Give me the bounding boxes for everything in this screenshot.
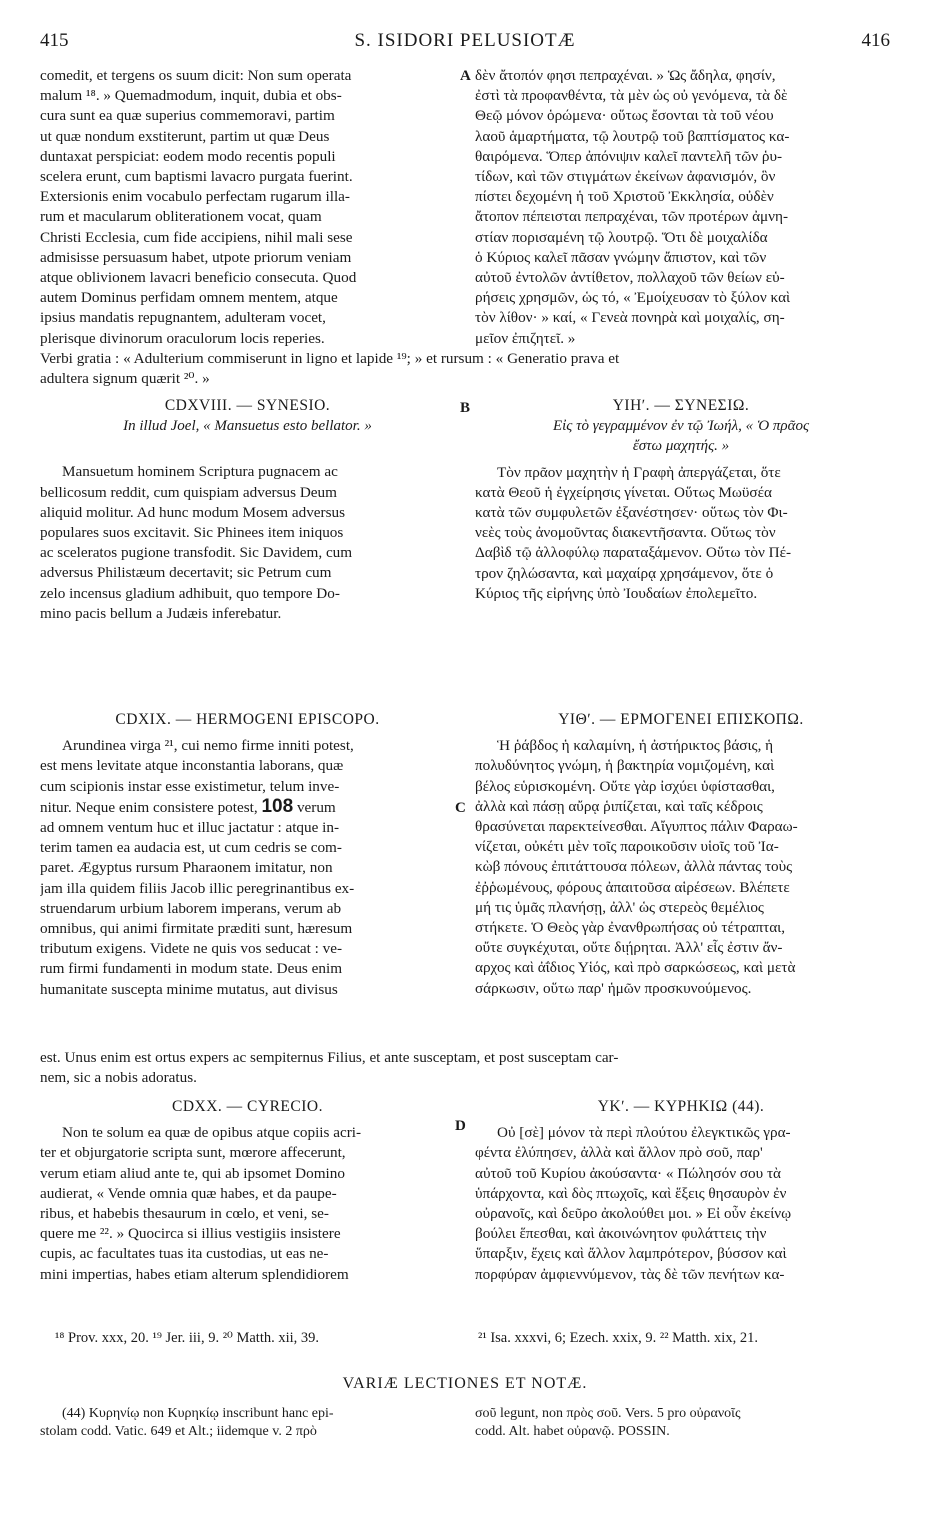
column-number: 108 xyxy=(261,796,294,817)
latin-text-line: struendarum urbium laborem imperans, verum ab xyxy=(40,899,342,917)
full-width-line: nem, sic a nobis adoratus. xyxy=(40,1069,197,1086)
greek-letter-heading: ΥΙΗʹ. — ΣΥΝΕΣΙΩ. xyxy=(612,397,750,414)
latin-text-line: adversus Philistæum decertavit; sic Petrum cum xyxy=(40,564,332,582)
latin-text-line xyxy=(40,797,455,818)
margin-letter-d: D xyxy=(455,1118,466,1134)
latin-text-line: est mens levitate atque inconstantia laborans, quæ xyxy=(40,757,344,775)
greek-text-line: ἐστὶ τὰ προφανθέντα, τὰ μὲν ὡς οὐ γενόμενα, τὰ δὲ xyxy=(475,87,788,105)
greek-letter-heading: ΥΙΘʹ. — ΕΡΜΟΓΕΝΕΙ ΕΠΙΣΚΟΠΩ. xyxy=(558,711,804,728)
greek-text-line: οὔτε συγκέχυται, οὔτε διῄρηται. Ἀλλ' εἷς ἐστιν ἄν- xyxy=(475,939,783,957)
latin-text-line: terim tamen ea audacia est, ut cum cedris se com- xyxy=(40,839,342,857)
greek-text-line: Ἡ ῥάβδος ἡ καλαμίνη, ἡ ἀστήρικτος βάσις, ἡ xyxy=(497,737,774,755)
latin-text-line: mino pacis bellum a Judæis inferebatur. xyxy=(40,604,282,622)
greek-column-letter-408 xyxy=(475,396,887,604)
latin-text-line: humanitate suscepta minime mutatus, aut divisus xyxy=(40,980,338,998)
latin-column-letter-409 xyxy=(40,710,455,1000)
greek-text-line: βέλος εὑρισκομένη. Οὔτε γὰρ ἰσχύει ὑφίστασθαι, xyxy=(475,777,775,795)
greek-text-line: νίζεται, οὐκέτι μὲν τοῖς παροικοῦσιν υἱοῖς τοῦ Ἰα- xyxy=(475,838,779,856)
latin-text-line: mini impertias, habes etiam alterum splendidiorem xyxy=(40,1265,349,1283)
latin-column-section-1 xyxy=(40,66,455,349)
greek-text-line: μεῖον ἐπιζητεῖ. » xyxy=(475,329,576,347)
greek-column-letter-409 xyxy=(475,710,887,999)
greek-text-line: ἐῤῥωμένους, φόρους ἀπαιτοῦσα αἱρέσεων. Βλέπετε xyxy=(475,878,790,896)
latin-text-line: autem Dominus perfidam omnem mentem, atque xyxy=(40,289,338,307)
latin-text-line: omnibus, qui animi firmitate præditi sunt, hæresum xyxy=(40,920,353,938)
latin-column-letter-410 xyxy=(40,1097,455,1285)
greek-text-line: θρασύνεται παρεκτείνεσθαι. Αἴγυπτος πάλιν Φαραω- xyxy=(475,818,798,836)
running-title: S. ISIDORI PELUSIOTÆ xyxy=(354,30,576,51)
greek-text-line: λαοῦ ἁμαρτήματα, τῷ λουτρῷ τοῦ βαπτίσματος κα- xyxy=(475,127,790,145)
latin-text-line: cum scipionis instar esse existimetur, telum inve- xyxy=(40,777,340,795)
greek-text-line: αρχος καὶ ἀΐδιος Υἱός, καὶ πρὸ σαρκώσεως, καὶ μετὰ xyxy=(475,959,796,977)
greek-text-line: φέντα ἐλύπησεν, ἀλλὰ καὶ ἄλλον πρὸ σοῦ, παρ' xyxy=(475,1144,763,1162)
latin-text-line: Christi Ecclesia, cum fide accipiens, nihil mali sese xyxy=(40,228,353,246)
latin-letter-subtitle: In illud Joel, « Mansuetus esto bellator. » xyxy=(123,418,372,435)
latin-text-line: zelo incensus gladium adhibuit, quo tempore Do- xyxy=(40,584,340,602)
greek-column-letter-410 xyxy=(475,1097,887,1285)
greek-text-line: κὼβ πόνους ἐπιτάττουσα πόλεων, ἀλλὰ πάντας τοὺς xyxy=(475,858,793,876)
greek-text-line: ὑπάρχοντα, καὶ δὸς πτωχοῖς, καὶ ἕξεις θησαυρὸν ἐν xyxy=(475,1184,787,1202)
greek-letter-subtitle: Εἰς τὸ γεγραμμένον ἐν τῷ Ἰωήλ, « Ὁ πρᾶος xyxy=(552,418,810,435)
greek-text-line: πίστει δεχομένη ἡ τοῦ Χριστοῦ Ἐκκλησία, οὐδὲν xyxy=(475,188,774,206)
latin-text-line: populares suos excitavit. Sic Phinees item iniquos xyxy=(40,524,344,542)
greek-text-line: ρήσεις χρησμῶν, ὡς τό, « Ἐμοίχευσαν τὸ ξύλον καὶ xyxy=(475,289,791,307)
greek-text-line: πορφύραν ἀμφιεννύμενον, τὰς δὲ τῶν πενήτων κα- xyxy=(475,1265,785,1283)
margin-letter-a: A xyxy=(460,68,471,84)
latin-text-line: malum ¹⁸. » Quemadmodum, inquit, dubia et obs- xyxy=(40,87,342,105)
latin-text-line: ribus, et habebis thesaurum in cœlo, et veni, se- xyxy=(40,1205,329,1223)
notes-title: VARIÆ LECTIONES ET NOTÆ. xyxy=(342,1375,588,1392)
latin-text-line: cupis, ac facultates tuas ita custodias, ut eas ne- xyxy=(40,1245,329,1263)
greek-text-line: ἀλλὰ καὶ πάσῃ αὔρᾳ ῥιπίζεται, καὶ ταῖς κέδροις xyxy=(475,797,763,815)
running-header xyxy=(40,30,890,56)
greek-text-line: Δαβὶδ τῷ ἀλλοφύλῳ παραταξάμενον. Οὕτω τὸν Πέ- xyxy=(475,544,792,562)
greek-column-section-1 xyxy=(475,66,887,349)
greek-letter-heading: ΥΚʹ. — ΚΥΡΗΚΙΩ (44). xyxy=(597,1098,765,1115)
latin-text-line: cura sunt ea quæ superius commemoravi, partim xyxy=(40,107,335,125)
full-width-line: adultera signum quærit ²⁰. » xyxy=(40,370,210,387)
latin-text-line: Mansuetum hominem Scriptura pugnacem ac xyxy=(62,463,338,481)
greek-text-line: μή τις ὑμᾶς πλανήσῃ, ἀλλ' ὡς στερεὸς θεμέλιος xyxy=(475,898,764,916)
left-page-number: 415 xyxy=(40,30,69,51)
latin-text-fragment: nitur. Neque enim consistere potest, xyxy=(40,798,262,816)
latin-letter-heading: CDXIX. — HERMOGENI EPISCOPO. xyxy=(115,711,380,728)
latin-text-line: admisisse persuasum habet, utpote priorum veniam xyxy=(40,248,352,266)
greek-text-line: στίαν πορισαμένη τῷ λουτρῷ. Ὅτι δὲ μοιχαλίδα xyxy=(475,228,768,246)
latin-text-line: audierat, « Vende omnia quæ habes, et da paupe- xyxy=(40,1184,337,1202)
latin-text-line: tributum exigens. Videte ne quis vos seducat : ve- xyxy=(40,940,343,958)
latin-text-line: plerisque divinorum oraculorum locis reperies. xyxy=(40,329,325,347)
greek-text-line: Οὐ [σὲ] μόνον τὰ περὶ πλούτου ἐλεγκτικῶς γρα- xyxy=(497,1124,791,1142)
greek-text-line: τίδων, καὶ τῶν στιγμάτων ἐκείνων ἀφανισμόν, ὃν xyxy=(475,168,776,186)
greek-text-line: κατὰ Θεοῦ ἡ ἐγχείρησις γίνεται. Οὕτως Μωϋσέα xyxy=(475,483,772,501)
footnotes-left: ¹⁸ Prov. xxx, 20. ¹⁹ Jer. iii, 9. ²⁰ Matth. xii, 39. xyxy=(55,1330,320,1346)
greek-text-line: ὁ Κύριος καλεῖ πᾶσαν γνώμην ἄπιστον, καὶ τῶν xyxy=(475,248,767,266)
latin-text-line: ter et objurgatorie scripta sunt, mœrore affecerunt, xyxy=(40,1144,346,1162)
latin-text-line: comedit, et tergens os suum dicit: Non sum operata xyxy=(40,67,352,84)
latin-text-line: scelera erunt, cum baptismi lavacro purgata fuerint. xyxy=(40,168,353,186)
full-width-line: Verbi gratia : « Adulterium commiserunt in ligno et lapide ¹⁹; » et rursum : « Generatio prava et xyxy=(40,350,620,367)
greek-text-line: Κύριος τῆς εἰρήνης ὑπὸ Ἰουδαίων ἐπολεμεῖτο. xyxy=(475,584,758,602)
latin-text-line: duntaxat perspiciat: eodem modo recentis populi xyxy=(40,147,336,165)
greek-text-line: ἄτοπον πέπεισται πεπραχέναι, τῶν προτέρων ἀμνη- xyxy=(475,208,789,226)
greek-text-line: τρον ζηλώσαντα, καὶ μαχαίρᾳ χρησάμενον, ὅτε ὁ xyxy=(475,564,774,582)
note-line: (44) Κυρηνίῳ non Κυρηκίῳ inscribunt hanc epi- xyxy=(62,1406,334,1421)
latin-text-line: verum etiam aliud ante te, qui ab ipsomet Domino xyxy=(40,1164,345,1182)
latin-letter-heading: CDXX. — CYRECIO. xyxy=(172,1098,323,1115)
latin-text-line: Arundinea virga ²¹, cui nemo firme inniti potest, xyxy=(62,737,354,755)
greek-text-line: στήκετε. Ὁ Θεὸς γὰρ ἐνανθρωπήσας οὐ τέτραπται, xyxy=(475,919,786,937)
latin-text-line: ipsius mandatis repugnantem, adulteram vocet, xyxy=(40,309,326,327)
latin-text-line: ad omnem ventum huc et illuc jactatur : atque in- xyxy=(40,819,340,837)
margin-letter-b: B xyxy=(460,400,471,416)
latin-text-line: quere me ²². » Quocirca si illius vestigiis insistere xyxy=(40,1225,341,1243)
latin-text-line: paret. Ægyptus rursum Pharaonem imitatur, non xyxy=(40,859,333,877)
latin-text-line: ac sceleratos pugione transfodit. Sic Davidem, cum xyxy=(40,544,353,562)
latin-letter-heading: CDXVIII. — SYNESIO. xyxy=(164,397,331,414)
greek-text-line: οὐρανοῖς, καὶ δεῦρο ἀκολούθει μοι. » Εἰ οὖν ἐκείνῳ xyxy=(475,1205,792,1223)
greek-text-line: ὕπαρξιν, ἔχεις καὶ ἄλλον λαμπρότερον, βύσσον καὶ xyxy=(475,1245,787,1263)
greek-text-line: βούλει ἕπεσθαι, καὶ ἀκοινώνητον φυλάττεις τὴν xyxy=(475,1225,767,1243)
note-left xyxy=(40,1405,455,1441)
latin-text-line: Non te solum ea quæ de opibus atque copiis acri- xyxy=(62,1124,362,1142)
greek-text-line: αὐτοῦ τοῦ Κυρίου ἀκούσαντα· « Πώλησόν σου τὰ xyxy=(475,1164,782,1182)
note-line: codd. Alt. habet οὐρανῷ. POSSIN. xyxy=(475,1424,670,1439)
greek-text-line: πολυδύνητος γνώμη, ἡ βακτηρία νομιζομένη, καὶ xyxy=(475,757,775,775)
greek-letter-subtitle: ἔστω μαχητής. » xyxy=(632,438,730,455)
footnotes-right: ²¹ Isa. xxxvi, 6; Ezech. xxix, 9. ²² Matth. xix, 21. xyxy=(478,1330,758,1346)
latin-text-line: aliquid molitur. Ad hunc modum Mosem adversus xyxy=(40,503,345,521)
latin-column-letter-408 xyxy=(40,396,455,624)
latin-text-line: ut quæ nondum exstiterunt, partim ut quæ Deus xyxy=(40,127,330,145)
note-line: stolam codd. Vatic. 649 et Alt.; iidemque v. 2 πρὸ xyxy=(40,1424,317,1439)
greek-text-line: δὲν ἄτοπόν φησι πεπραχέναι. » Ὡς ἄδηλα, φησίν, xyxy=(475,67,776,84)
margin-letter-c: C xyxy=(455,800,466,816)
latin-text-line: Extersionis enim vocabulo perfectam rugarum illa- xyxy=(40,188,350,206)
greek-text-line: θαιρόμενα. Ὅπερ ἀπόνιψιν καλεῖ παντελῆ τῶν ῥυ- xyxy=(475,147,783,165)
greek-text-line: σάρκωσιν, οὕτω παρ' ἡμῶν προσκυνούμενος. xyxy=(475,979,752,997)
greek-text-line: Θεῷ μόνον ὁρώμενα· οὕτως ἔσονται τὰ τοῦ νέου xyxy=(475,107,774,125)
greek-text-line: νεὲς τοὺς ἀνομοῦντας διακεντῆσαντα. Οὕτως τὸν xyxy=(475,524,776,542)
latin-text-line: atque oblivionem lavacri beneficio consecuta. Quod xyxy=(40,269,357,287)
note-right xyxy=(475,1405,887,1441)
greek-text-line: κατὰ τῶν συμφυλετῶν ἐξανέστησεν· οὕτως τὸν Φι- xyxy=(475,504,788,522)
latin-text-line: rum et macularum obliterationem vocat, quam xyxy=(40,208,322,226)
greek-text-line: Τὸν πρᾶον μαχητὴν ἡ Γραφὴ ἀπεργάζεται, ὅτε xyxy=(497,463,781,481)
latin-text-line: bellicosum reddit, cum quispiam adversus Deum xyxy=(40,483,337,501)
latin-text-fragment: verum xyxy=(293,798,336,816)
full-width-line: est. Unus enim est ortus expers ac sempiternus Filius, et ante susceptam, et post susceptam car- xyxy=(40,1049,619,1066)
note-line: σοῦ legunt, non πρὸς σοῦ. Vers. 5 pro οὐρανοῖς xyxy=(475,1406,741,1421)
greek-text-line: αὐτοῦ ἐντολῶν ἀντίθετον, πολλαχοῦ τῶν θείων εὑ- xyxy=(475,269,785,287)
right-page-number: 416 xyxy=(861,30,890,51)
greek-text-line: τὸν λίθον· » καί, « Γενεὰ πονηρὰ καὶ μοιχαλίς, ση- xyxy=(475,309,785,327)
latin-text-line: jam illa quidem filiis Jacob illic peregrinantibus ex- xyxy=(40,879,355,897)
latin-text-line: rum firmi fundamenti in modum state. Deus enim xyxy=(40,960,343,978)
